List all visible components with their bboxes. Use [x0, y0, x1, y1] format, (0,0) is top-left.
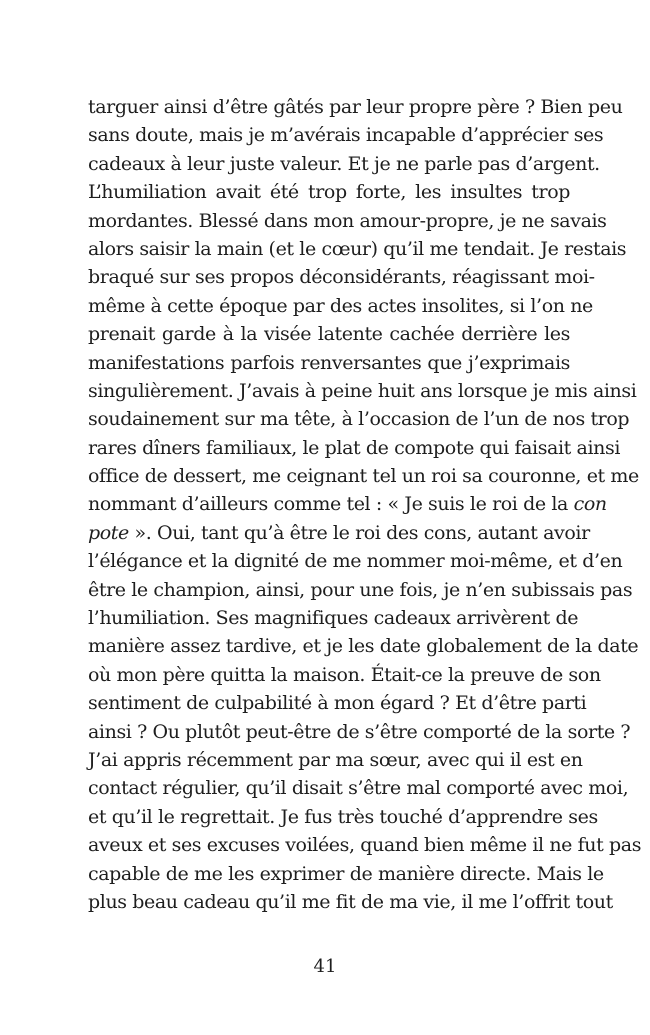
text-line: aveux et ses excuses voilées, quand bien même il ne fut pas	[88, 834, 642, 857]
text-line	[88, 490, 607, 518]
body-text	[88, 93, 642, 916]
text-line: manifestations parfois renversantes que j’exprimais	[88, 351, 570, 374]
text-line: cadeaux à leur juste valeur. Et je ne parle pas d’argent.	[88, 152, 600, 175]
text-line: J’ai appris récemment par ma sœur, avec qui il est en	[88, 748, 583, 771]
italic-text-run: con	[573, 493, 607, 516]
text-line: prenait garde à la visée latente cachée derrière les	[88, 323, 570, 346]
text-line: singulièrement. J’avais à peine huit ans lorsque je mis ainsi	[88, 379, 637, 402]
text-line: office de dessert, me ceignant tel un roi sa couronne, et me	[88, 465, 639, 488]
text-line: sans doute, mais je m’avérais incapable d’apprécier ses	[88, 124, 604, 147]
text-line: rares dîners familiaux, le plat de compote qui faisait ainsi	[88, 436, 621, 459]
text-line: où mon père quitta la maison. Était-ce la preuve de son	[88, 663, 601, 686]
text-line: l’humiliation. Ses magnifiques cadeaux arrivèrent de	[88, 607, 579, 630]
text-line: et qu’il le regrettait. Je fus très touché d’apprendre ses	[88, 805, 598, 828]
text-line: targuer ainsi d’être gâtés par leur propre père ? Bien peu	[88, 96, 623, 118]
text-line: même à cette époque par des actes insolites, si l’on ne	[88, 294, 593, 317]
text-line: capable de me les exprimer de manière directe. Mais le	[88, 862, 604, 885]
text-run: nommant d’ailleurs comme tel : « Je suis le roi de la	[88, 493, 574, 516]
text-line	[88, 519, 590, 547]
text-run: ». Oui, tant qu’à être le roi des cons, autant avoir	[128, 521, 590, 544]
text-line: plus beau cadeau qu’il me fit de ma vie, il me l’offrit tout	[88, 890, 613, 913]
text-line: sentiment de culpabilité à mon égard ? Et d’être parti	[88, 692, 587, 715]
text-line: contact régulier, qu’il disait s’être mal comporté avec moi,	[88, 777, 629, 800]
text-line: l’élégance et la dignité de me nommer moi-même, et d’en	[88, 550, 623, 573]
italic-text-run: pote	[88, 521, 129, 544]
page-number: 41	[313, 956, 337, 977]
text-line: L’humiliation avait été trop forte, les insultes trop	[88, 181, 570, 204]
text-line: alors saisir la main (et le cœur) qu’il me tendait. Je restais	[88, 237, 627, 260]
text-line: braqué sur ses propos déconsidérants, réagissant moi-	[88, 266, 595, 289]
text-line: ainsi ? Ou plutôt peut-être de s’être comporté de la sorte ?	[88, 720, 631, 743]
text-line: mordantes. Blessé dans mon amour-propre, je ne savais	[88, 209, 607, 232]
text-line: être le champion, ainsi, pour une fois, je n’en subissais pas	[88, 578, 633, 601]
text-line: manière assez tardive, et je les date globalement de la date	[88, 635, 639, 658]
text-line: soudainement sur ma tête, à l’occasion de l’un de nos trop	[88, 408, 630, 431]
